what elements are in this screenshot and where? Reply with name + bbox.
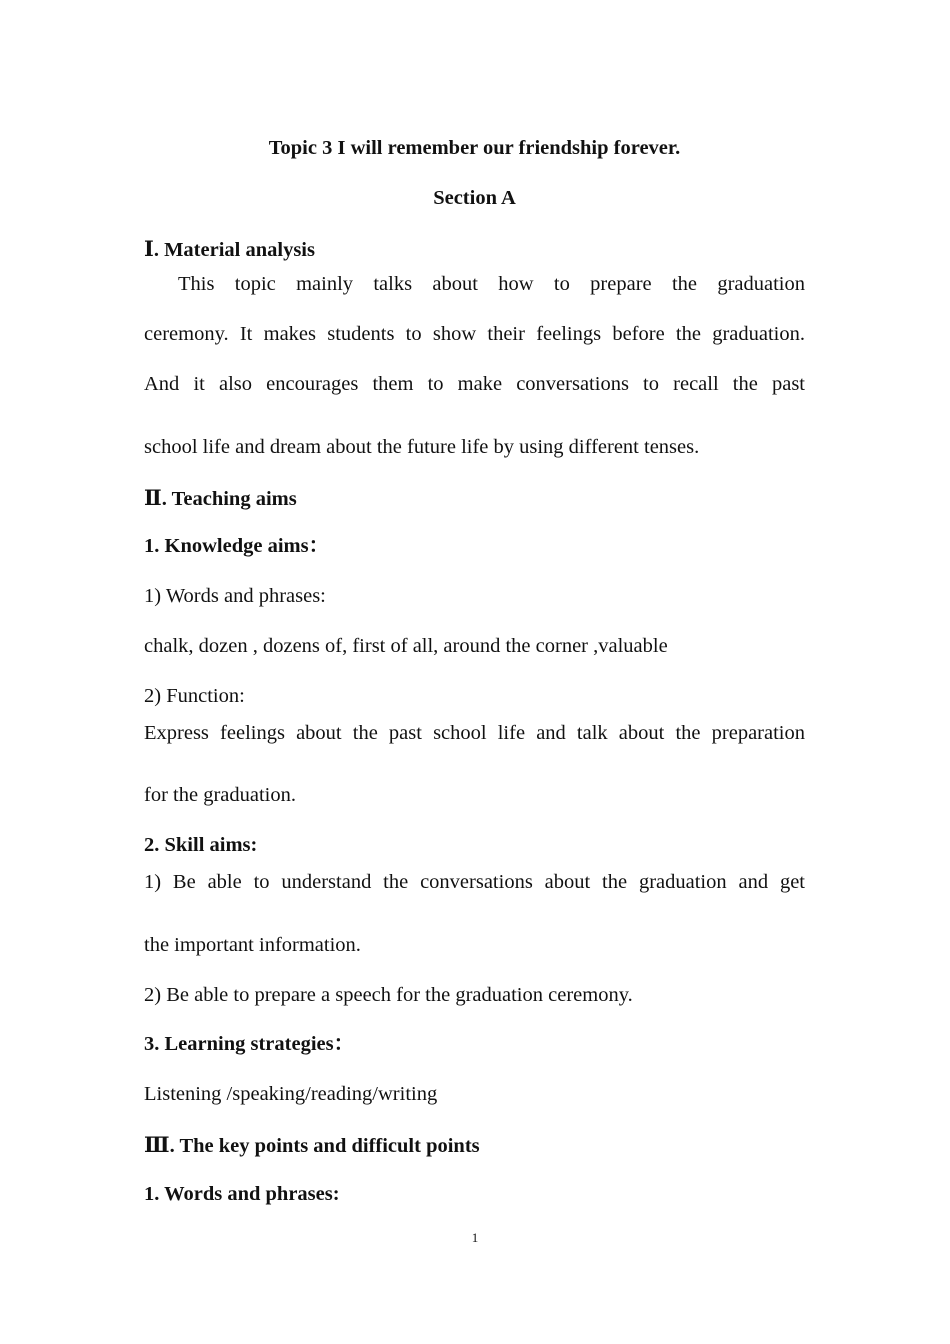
paragraph-line: the important information. — [144, 933, 361, 956]
paragraph-line: for the graduation. — [144, 784, 296, 807]
skill-item-2: 2) Be able to prepare a speech for the graduation ceremony. — [144, 983, 633, 1006]
roman-numeral-3: Ⅲ — [144, 1131, 170, 1157]
subheading-words-and-phrases: 1. Words and phrases: — [144, 1182, 340, 1205]
paragraph-line: Express feelings about the past school life and talk about the preparation — [144, 721, 805, 744]
page-number: 1 — [471, 1230, 479, 1245]
section-heading: Section A — [433, 186, 516, 209]
heading-text: . Teaching aims — [161, 487, 297, 510]
subheading-knowledge-aims: 1. Knowledge aims： — [144, 535, 330, 558]
heading-material-analysis — [144, 224, 805, 274]
paragraph-line: 1) Be able to understand the conversations about the graduation and get — [144, 870, 805, 893]
words-label: 1) Words and phrases: — [144, 585, 326, 608]
paragraph-line: This topic mainly talks about how to prepare the graduation — [178, 273, 805, 296]
document-title: Topic 3 I will remember our friendship forever. — [268, 137, 681, 159]
roman-numeral-2: Ⅱ — [144, 484, 162, 510]
function-label: 2) Function: — [144, 684, 245, 707]
heading-teaching-aims — [144, 473, 805, 523]
subheading-skill-aims: 2. Skill aims: — [144, 834, 258, 857]
heading-text: . The key points and difficult points — [169, 1134, 480, 1157]
subheading-learning-strategies: 3. Learning strategies： — [144, 1033, 355, 1056]
roman-numeral-1: Ⅰ — [144, 235, 154, 261]
paragraph-line: And it also encourages them to make conversations to recall the past — [144, 372, 805, 395]
strategies-text: Listening /speaking/reading/writing — [144, 1083, 438, 1106]
words-list: chalk, dozen , dozens of, first of all, around the corner ,valuable — [144, 634, 668, 657]
document-body — [144, 124, 805, 1220]
paragraph-line: school life and dream about the future life by using different tenses. — [144, 435, 700, 458]
heading-text: . Material analysis — [153, 238, 315, 261]
heading-key-points — [144, 1120, 805, 1170]
paragraph-line: ceremony. It makes students to show their feelings before the graduation. — [144, 323, 805, 346]
